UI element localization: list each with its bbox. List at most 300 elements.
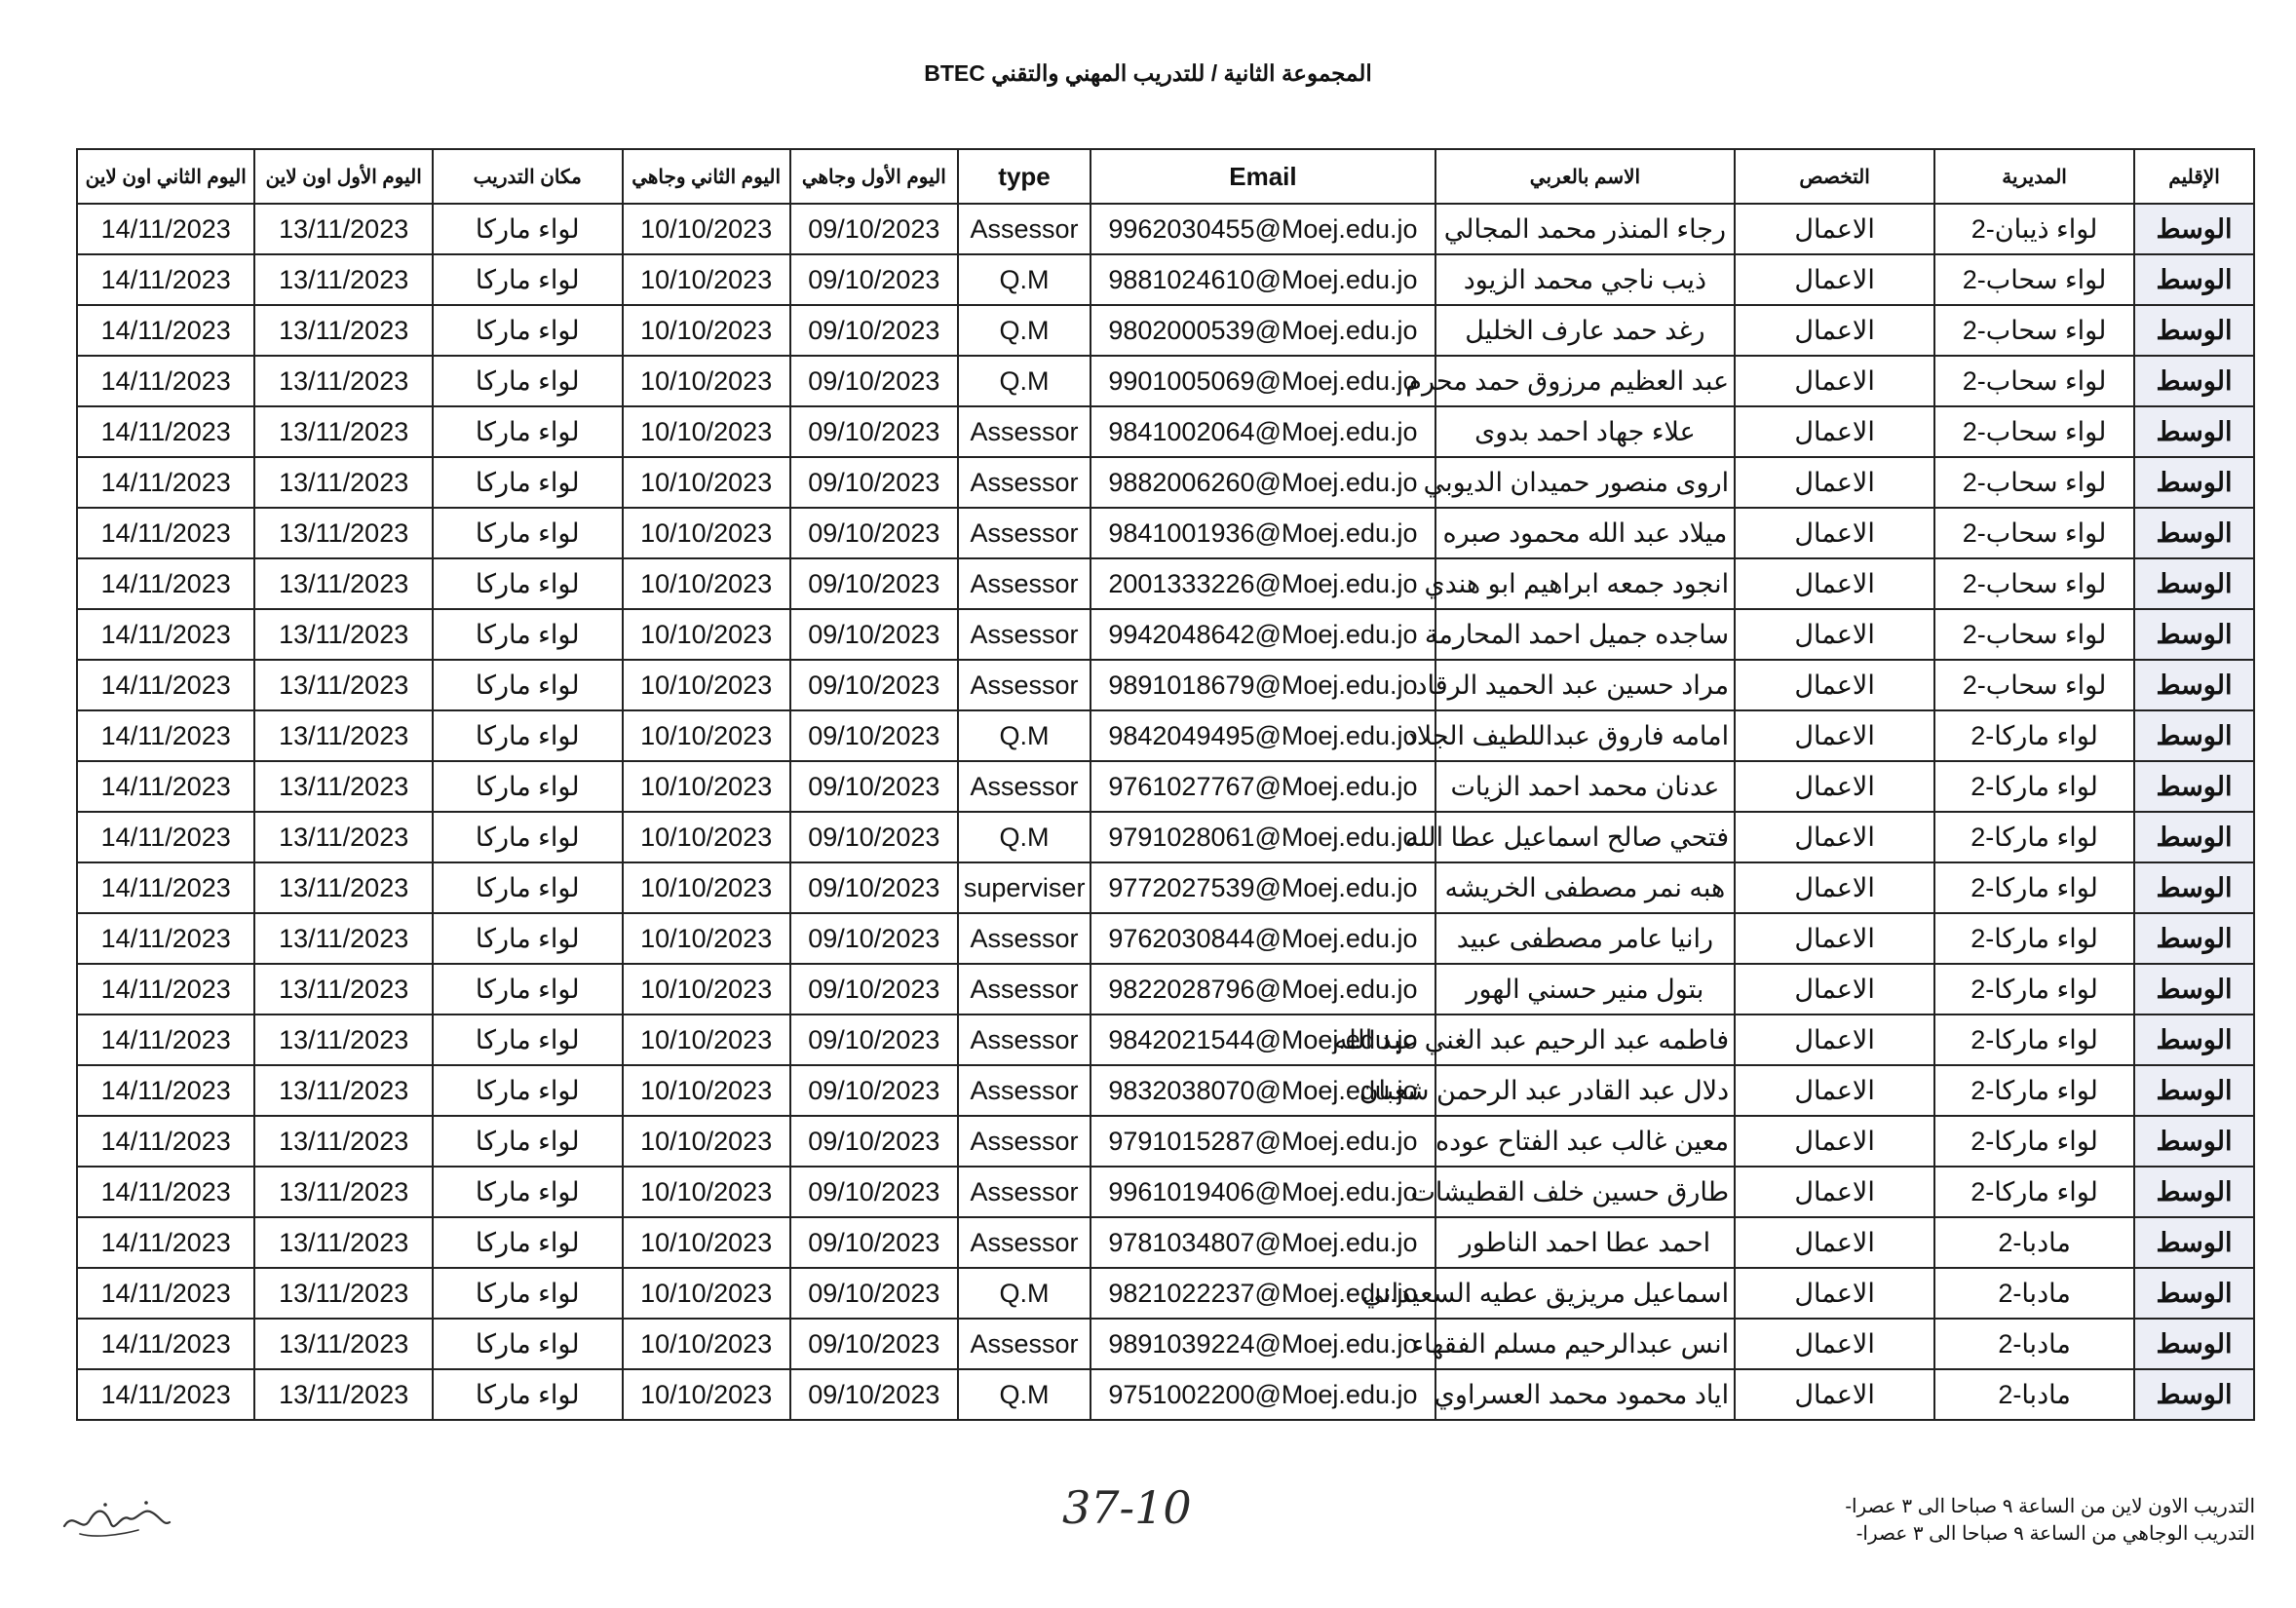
table-row <box>77 812 2254 862</box>
table-row <box>77 1015 2254 1065</box>
table-row <box>77 356 2254 406</box>
row-day2-in-person: 10/10/2023 <box>623 457 790 508</box>
row-region: الوسط <box>2134 1217 2254 1268</box>
row-day2-online: 14/11/2023 <box>77 457 254 508</box>
row-day2-online: 14/11/2023 <box>77 1167 254 1217</box>
row-email: 9842049495@Moej.edu.jo <box>1091 710 1435 761</box>
row-day2-online: 14/11/2023 <box>77 254 254 305</box>
header-email: Email <box>1091 149 1435 204</box>
row-training-place: لواء ماركا <box>433 660 623 710</box>
row-day2-in-person: 10/10/2023 <box>623 204 790 254</box>
row-day2-in-person: 10/10/2023 <box>623 558 790 609</box>
row-training-place: لواء ماركا <box>433 913 623 964</box>
row-day2-in-person: 10/10/2023 <box>623 1116 790 1167</box>
row-specialty: الاعمال <box>1735 1116 1934 1167</box>
row-specialty: الاعمال <box>1735 406 1934 457</box>
row-day1-online: 13/11/2023 <box>254 609 432 660</box>
row-day1-online: 13/11/2023 <box>254 812 432 862</box>
row-day2-in-person: 10/10/2023 <box>623 1369 790 1420</box>
row-type: Assessor <box>958 761 1091 812</box>
table-row <box>77 1319 2254 1369</box>
row-day1-in-person: 09/10/2023 <box>790 406 958 457</box>
row-directorate: لواء سحاب-2 <box>1934 254 2134 305</box>
row-day2-online: 14/11/2023 <box>77 964 254 1015</box>
table-row <box>77 761 2254 812</box>
row-directorate: لواء سحاب-2 <box>1934 305 2134 356</box>
row-type: Assessor <box>958 913 1091 964</box>
row-specialty: الاعمال <box>1735 913 1934 964</box>
row-email: 9761027767@Moej.edu.jo <box>1091 761 1435 812</box>
row-name: رغد حمد عارف الخليل <box>1435 305 1735 356</box>
row-day1-online: 13/11/2023 <box>254 862 432 913</box>
page-reference: 37-10 <box>1062 1481 1192 1534</box>
row-day1-in-person: 09/10/2023 <box>790 558 958 609</box>
table-row <box>77 964 2254 1015</box>
row-specialty: الاعمال <box>1735 1015 1934 1065</box>
row-training-place: لواء ماركا <box>433 406 623 457</box>
row-specialty: الاعمال <box>1735 356 1934 406</box>
row-directorate: مادبا-2 <box>1934 1319 2134 1369</box>
row-day2-in-person: 10/10/2023 <box>623 1268 790 1319</box>
row-region: الوسط <box>2134 1015 2254 1065</box>
row-directorate: لواء ماركا-2 <box>1934 1116 2134 1167</box>
row-day1-online: 13/11/2023 <box>254 1369 432 1420</box>
row-region: الوسط <box>2134 204 2254 254</box>
table-row <box>77 1369 2254 1420</box>
row-day2-online: 14/11/2023 <box>77 204 254 254</box>
row-training-place: لواء ماركا <box>433 254 623 305</box>
table-row <box>77 1217 2254 1268</box>
row-training-place: لواء ماركا <box>433 862 623 913</box>
row-region: الوسط <box>2134 812 2254 862</box>
row-specialty: الاعمال <box>1735 1217 1934 1268</box>
row-day1-in-person: 09/10/2023 <box>790 812 958 862</box>
row-day2-online: 14/11/2023 <box>77 710 254 761</box>
row-day2-online: 14/11/2023 <box>77 1217 254 1268</box>
row-day1-online: 13/11/2023 <box>254 913 432 964</box>
row-day2-in-person: 10/10/2023 <box>623 254 790 305</box>
row-day2-online: 14/11/2023 <box>77 660 254 710</box>
row-day1-in-person: 09/10/2023 <box>790 1217 958 1268</box>
row-day1-online: 13/11/2023 <box>254 1116 432 1167</box>
row-specialty: الاعمال <box>1735 1369 1934 1420</box>
row-day2-in-person: 10/10/2023 <box>623 508 790 558</box>
row-directorate: لواء ماركا-2 <box>1934 812 2134 862</box>
row-region: الوسط <box>2134 558 2254 609</box>
row-specialty: الاعمال <box>1735 1319 1934 1369</box>
row-directorate: لواء ماركا-2 <box>1934 913 2134 964</box>
row-day1-online: 13/11/2023 <box>254 1217 432 1268</box>
row-type: Assessor <box>958 508 1091 558</box>
row-region: الوسط <box>2134 710 2254 761</box>
row-day2-in-person: 10/10/2023 <box>623 356 790 406</box>
row-name: انس عبدالرحيم مسلم الفقهاء <box>1435 1319 1735 1369</box>
row-type: Assessor <box>958 558 1091 609</box>
row-type: Assessor <box>958 1217 1091 1268</box>
row-day1-in-person: 09/10/2023 <box>790 913 958 964</box>
row-day1-online: 13/11/2023 <box>254 254 432 305</box>
row-email: 9762030844@Moej.edu.jo <box>1091 913 1435 964</box>
row-day1-online: 13/11/2023 <box>254 457 432 508</box>
row-day2-online: 14/11/2023 <box>77 913 254 964</box>
row-name: عدنان محمد احمد الزيات <box>1435 761 1735 812</box>
row-type: Q.M <box>958 1369 1091 1420</box>
row-day2-in-person: 10/10/2023 <box>623 1015 790 1065</box>
row-day1-in-person: 09/10/2023 <box>790 1116 958 1167</box>
row-specialty: الاعمال <box>1735 609 1934 660</box>
row-day1-online: 13/11/2023 <box>254 305 432 356</box>
row-directorate: لواء سحاب-2 <box>1934 356 2134 406</box>
row-email: 9841002064@Moej.edu.jo <box>1091 406 1435 457</box>
row-day1-in-person: 09/10/2023 <box>790 1015 958 1065</box>
row-region: الوسط <box>2134 609 2254 660</box>
row-day1-in-person: 09/10/2023 <box>790 305 958 356</box>
row-day2-in-person: 10/10/2023 <box>623 761 790 812</box>
row-type: Assessor <box>958 457 1091 508</box>
row-day1-in-person: 09/10/2023 <box>790 761 958 812</box>
footer-note-in-person: التدريب الوجاهي من الساعة ٩ صباحا الى ٣ عصرا- <box>1856 1523 2255 1545</box>
row-day2-online: 14/11/2023 <box>77 609 254 660</box>
row-specialty: الاعمال <box>1735 558 1934 609</box>
row-email: 9832038070@Moej.edu.jo <box>1091 1065 1435 1116</box>
row-region: الوسط <box>2134 1065 2254 1116</box>
row-email: 9842021544@Moej.edu.jo <box>1091 1015 1435 1065</box>
row-day1-online: 13/11/2023 <box>254 761 432 812</box>
row-email: 9962030455@Moej.edu.jo <box>1091 204 1435 254</box>
row-day1-in-person: 09/10/2023 <box>790 1319 958 1369</box>
row-day1-in-person: 09/10/2023 <box>790 204 958 254</box>
row-email: 9802000539@Moej.edu.jo <box>1091 305 1435 356</box>
row-directorate: لواء ماركا-2 <box>1934 710 2134 761</box>
header-specialty: التخصص <box>1735 149 1934 204</box>
row-directorate: لواء سحاب-2 <box>1934 508 2134 558</box>
row-day1-online: 13/11/2023 <box>254 1268 432 1319</box>
row-day2-in-person: 10/10/2023 <box>623 1167 790 1217</box>
row-day1-in-person: 09/10/2023 <box>790 1369 958 1420</box>
row-type: Q.M <box>958 710 1091 761</box>
row-name: ساجده جميل احمد المحارمة <box>1435 609 1735 660</box>
row-day2-online: 14/11/2023 <box>77 1065 254 1116</box>
row-name: دلال عبد القادر عبد الرحمن شعبان <box>1435 1065 1735 1116</box>
table-row <box>77 660 2254 710</box>
row-day1-online: 13/11/2023 <box>254 1065 432 1116</box>
row-type: Assessor <box>958 1167 1091 1217</box>
header-day2-in-person: اليوم الثاني وجاهي <box>623 149 790 204</box>
row-type: superviser <box>958 862 1091 913</box>
row-region: الوسط <box>2134 1268 2254 1319</box>
row-region: الوسط <box>2134 660 2254 710</box>
row-type: Q.M <box>958 305 1091 356</box>
row-day1-online: 13/11/2023 <box>254 356 432 406</box>
page-title: المجموعة الثانية / للتدريب المهني والتقني BTEC <box>924 60 1372 86</box>
table-row <box>77 862 2254 913</box>
row-region: الوسط <box>2134 356 2254 406</box>
row-email: 9821022237@Moej.edu.jo <box>1091 1268 1435 1319</box>
row-specialty: الاعمال <box>1735 1268 1934 1319</box>
row-directorate: لواء سحاب-2 <box>1934 457 2134 508</box>
row-day1-in-person: 09/10/2023 <box>790 1065 958 1116</box>
row-email: 9841001936@Moej.edu.jo <box>1091 508 1435 558</box>
row-day2-online: 14/11/2023 <box>77 812 254 862</box>
signature <box>60 1497 172 1540</box>
header-name: الاسم بالعربي <box>1435 149 1735 204</box>
row-training-place: لواء ماركا <box>433 710 623 761</box>
row-day2-online: 14/11/2023 <box>77 862 254 913</box>
row-day2-online: 14/11/2023 <box>77 1268 254 1319</box>
table-row <box>77 254 2254 305</box>
row-region: الوسط <box>2134 457 2254 508</box>
row-training-place: لواء ماركا <box>433 1065 623 1116</box>
row-email: 9822028796@Moej.edu.jo <box>1091 964 1435 1015</box>
row-type: Q.M <box>958 356 1091 406</box>
row-type: Assessor <box>958 204 1091 254</box>
table-header-row <box>77 149 2254 204</box>
header-day1-in-person: اليوم الأول وجاهي <box>790 149 958 204</box>
row-day1-online: 13/11/2023 <box>254 1015 432 1065</box>
row-training-place: لواء ماركا <box>433 1369 623 1420</box>
row-training-place: لواء ماركا <box>433 609 623 660</box>
row-specialty: الاعمال <box>1735 508 1934 558</box>
row-training-place: لواء ماركا <box>433 761 623 812</box>
row-region: الوسط <box>2134 1369 2254 1420</box>
row-day1-online: 13/11/2023 <box>254 558 432 609</box>
row-specialty: الاعمال <box>1735 660 1934 710</box>
row-type: Assessor <box>958 1319 1091 1369</box>
row-day1-in-person: 09/10/2023 <box>790 508 958 558</box>
row-training-place: لواء ماركا <box>433 1015 623 1065</box>
header-day1-online: اليوم الأول اون لاين <box>254 149 432 204</box>
row-training-place: لواء ماركا <box>433 204 623 254</box>
row-type: Q.M <box>958 254 1091 305</box>
row-name: بتول منير حسني الهور <box>1435 964 1735 1015</box>
row-email: 9791015287@Moej.edu.jo <box>1091 1116 1435 1167</box>
row-specialty: الاعمال <box>1735 204 1934 254</box>
row-training-place: لواء ماركا <box>433 812 623 862</box>
row-email: 9751002200@Moej.edu.jo <box>1091 1369 1435 1420</box>
header-region: الإقليم <box>2134 149 2254 204</box>
row-region: الوسط <box>2134 406 2254 457</box>
row-directorate: لواء سحاب-2 <box>1934 558 2134 609</box>
table-row <box>77 204 2254 254</box>
header-directorate: المديرية <box>1934 149 2134 204</box>
row-region: الوسط <box>2134 1319 2254 1369</box>
row-directorate: مادبا-2 <box>1934 1369 2134 1420</box>
row-email: 9881024610@Moej.edu.jo <box>1091 254 1435 305</box>
table-row <box>77 558 2254 609</box>
row-day1-in-person: 09/10/2023 <box>790 964 958 1015</box>
row-email: 9882006260@Moej.edu.jo <box>1091 457 1435 508</box>
row-training-place: لواء ماركا <box>433 1167 623 1217</box>
row-day1-in-person: 09/10/2023 <box>790 862 958 913</box>
row-training-place: لواء ماركا <box>433 1319 623 1369</box>
table-row <box>77 710 2254 761</box>
row-type: Assessor <box>958 609 1091 660</box>
row-name: طارق حسين خلف القطيشات <box>1435 1167 1735 1217</box>
table-body <box>77 204 2254 1420</box>
row-day1-in-person: 09/10/2023 <box>790 609 958 660</box>
row-day2-online: 14/11/2023 <box>77 1319 254 1369</box>
row-day2-in-person: 10/10/2023 <box>623 406 790 457</box>
row-name: عبد العظيم مرزوق حمد محرم <box>1435 356 1735 406</box>
row-day1-online: 13/11/2023 <box>254 508 432 558</box>
row-name: ميلاد عبد الله محمود صبره <box>1435 508 1735 558</box>
table-row <box>77 1167 2254 1217</box>
row-region: الوسط <box>2134 305 2254 356</box>
row-email: 9901005069@Moej.edu.jo <box>1091 356 1435 406</box>
table-row <box>77 305 2254 356</box>
table-row <box>77 913 2254 964</box>
row-day2-in-person: 10/10/2023 <box>623 812 790 862</box>
row-directorate: لواء سحاب-2 <box>1934 406 2134 457</box>
row-day2-online: 14/11/2023 <box>77 406 254 457</box>
header-day2-online: اليوم الثاني اون لاين <box>77 149 254 204</box>
row-directorate: مادبا-2 <box>1934 1217 2134 1268</box>
row-name: هبه نمر مصطفى الخريشه <box>1435 862 1735 913</box>
row-day2-online: 14/11/2023 <box>77 761 254 812</box>
row-name: رجاء المنذر محمد المجالي <box>1435 204 1735 254</box>
participants-table <box>76 148 2255 1421</box>
row-region: الوسط <box>2134 761 2254 812</box>
row-email: 9791028061@Moej.edu.jo <box>1091 812 1435 862</box>
row-email: 9781034807@Moej.edu.jo <box>1091 1217 1435 1268</box>
row-directorate: لواء سحاب-2 <box>1934 609 2134 660</box>
row-type: Assessor <box>958 964 1091 1015</box>
row-directorate: لواء ماركا-2 <box>1934 761 2134 812</box>
row-type: Q.M <box>958 812 1091 862</box>
row-training-place: لواء ماركا <box>433 964 623 1015</box>
row-email: 9961019406@Moej.edu.jo <box>1091 1167 1435 1217</box>
row-type: Assessor <box>958 1065 1091 1116</box>
row-day1-in-person: 09/10/2023 <box>790 710 958 761</box>
row-day2-online: 14/11/2023 <box>77 558 254 609</box>
row-name: مراد حسين عبد الحميد الرقاد <box>1435 660 1735 710</box>
row-training-place: لواء ماركا <box>433 356 623 406</box>
row-day2-in-person: 10/10/2023 <box>623 1217 790 1268</box>
row-day2-online: 14/11/2023 <box>77 1116 254 1167</box>
row-day1-online: 13/11/2023 <box>254 1319 432 1369</box>
row-day2-in-person: 10/10/2023 <box>623 964 790 1015</box>
row-email: 9891039224@Moej.edu.jo <box>1091 1319 1435 1369</box>
footer-note-online: التدريب الاون لاين من الساعة ٩ صباحا الى ٣ عصرا- <box>1845 1496 2255 1517</box>
row-name: امامه فاروق عبداللطيف الجلاد <box>1435 710 1735 761</box>
row-type: Assessor <box>958 1015 1091 1065</box>
row-day2-in-person: 10/10/2023 <box>623 305 790 356</box>
row-day2-in-person: 10/10/2023 <box>623 1319 790 1369</box>
row-specialty: الاعمال <box>1735 305 1934 356</box>
row-directorate: لواء سحاب-2 <box>1934 660 2134 710</box>
row-training-place: لواء ماركا <box>433 1268 623 1319</box>
table-row <box>77 1268 2254 1319</box>
row-day1-in-person: 09/10/2023 <box>790 457 958 508</box>
row-specialty: الاعمال <box>1735 1167 1934 1217</box>
row-day2-online: 14/11/2023 <box>77 508 254 558</box>
row-name: فتحي صالح اسماعيل عطا الله <box>1435 812 1735 862</box>
row-day2-online: 14/11/2023 <box>77 356 254 406</box>
row-email: 9891018679@Moej.edu.jo <box>1091 660 1435 710</box>
row-training-place: لواء ماركا <box>433 1217 623 1268</box>
row-training-place: لواء ماركا <box>433 1116 623 1167</box>
row-name: علاء جهاد احمد بدوى <box>1435 406 1735 457</box>
row-region: الوسط <box>2134 913 2254 964</box>
row-email: 9942048642@Moej.edu.jo <box>1091 609 1435 660</box>
row-specialty: الاعمال <box>1735 254 1934 305</box>
row-type: Assessor <box>958 406 1091 457</box>
row-region: الوسط <box>2134 254 2254 305</box>
row-email: 9772027539@Moej.edu.jo <box>1091 862 1435 913</box>
table-row <box>77 457 2254 508</box>
row-day1-online: 13/11/2023 <box>254 660 432 710</box>
row-name: فاطمه عبد الرحيم عبد الغني عبد الله <box>1435 1015 1735 1065</box>
row-training-place: لواء ماركا <box>433 457 623 508</box>
table-row <box>77 1065 2254 1116</box>
row-specialty: الاعمال <box>1735 710 1934 761</box>
row-day2-online: 14/11/2023 <box>77 1369 254 1420</box>
row-day2-online: 14/11/2023 <box>77 1015 254 1065</box>
table-row <box>77 609 2254 660</box>
row-directorate: لواء ذيبان-2 <box>1934 204 2134 254</box>
row-name: احمد عطا احمد الناطور <box>1435 1217 1735 1268</box>
footer-notes <box>1845 1493 2255 1548</box>
row-region: الوسط <box>2134 508 2254 558</box>
row-day1-in-person: 09/10/2023 <box>790 1268 958 1319</box>
header-training-place: مكان التدريب <box>433 149 623 204</box>
row-directorate: لواء ماركا-2 <box>1934 964 2134 1015</box>
row-specialty: الاعمال <box>1735 761 1934 812</box>
row-region: الوسط <box>2134 862 2254 913</box>
row-day2-in-person: 10/10/2023 <box>623 710 790 761</box>
row-name: اياد محمود محمد العسراوي <box>1435 1369 1735 1420</box>
row-training-place: لواء ماركا <box>433 508 623 558</box>
row-specialty: الاعمال <box>1735 457 1934 508</box>
row-name: انجود جمعه ابراهيم ابو هندي <box>1435 558 1735 609</box>
row-day1-in-person: 09/10/2023 <box>790 660 958 710</box>
row-type: Assessor <box>958 660 1091 710</box>
row-region: الوسط <box>2134 1116 2254 1167</box>
row-specialty: الاعمال <box>1735 1065 1934 1116</box>
table-row <box>77 1116 2254 1167</box>
row-day2-in-person: 10/10/2023 <box>623 1065 790 1116</box>
row-type: Q.M <box>958 1268 1091 1319</box>
row-name: معين غالب عبد الفتاح عوده <box>1435 1116 1735 1167</box>
table-row <box>77 508 2254 558</box>
row-specialty: الاعمال <box>1735 862 1934 913</box>
table-row <box>77 406 2254 457</box>
row-day1-in-person: 09/10/2023 <box>790 1167 958 1217</box>
row-directorate: لواء ماركا-2 <box>1934 862 2134 913</box>
row-name: رانيا عامر مصطفى عبيد <box>1435 913 1735 964</box>
row-day1-online: 13/11/2023 <box>254 964 432 1015</box>
row-specialty: الاعمال <box>1735 964 1934 1015</box>
row-day1-online: 13/11/2023 <box>254 406 432 457</box>
row-day2-in-person: 10/10/2023 <box>623 660 790 710</box>
header-type: type <box>958 149 1091 204</box>
row-directorate: لواء ماركا-2 <box>1934 1015 2134 1065</box>
row-directorate: لواء ماركا-2 <box>1934 1065 2134 1116</box>
row-directorate: لواء ماركا-2 <box>1934 1167 2134 1217</box>
row-specialty: الاعمال <box>1735 812 1934 862</box>
row-day2-online: 14/11/2023 <box>77 305 254 356</box>
row-day2-in-person: 10/10/2023 <box>623 609 790 660</box>
row-day1-online: 13/11/2023 <box>254 204 432 254</box>
row-day1-online: 13/11/2023 <box>254 710 432 761</box>
row-training-place: لواء ماركا <box>433 305 623 356</box>
row-name: ذيب ناجي محمد الزيود <box>1435 254 1735 305</box>
row-region: الوسط <box>2134 964 2254 1015</box>
row-day1-online: 13/11/2023 <box>254 1167 432 1217</box>
row-name: اروى منصور حميدان الديوبي <box>1435 457 1735 508</box>
row-email: 2001333226@Moej.edu.jo <box>1091 558 1435 609</box>
row-day2-in-person: 10/10/2023 <box>623 913 790 964</box>
